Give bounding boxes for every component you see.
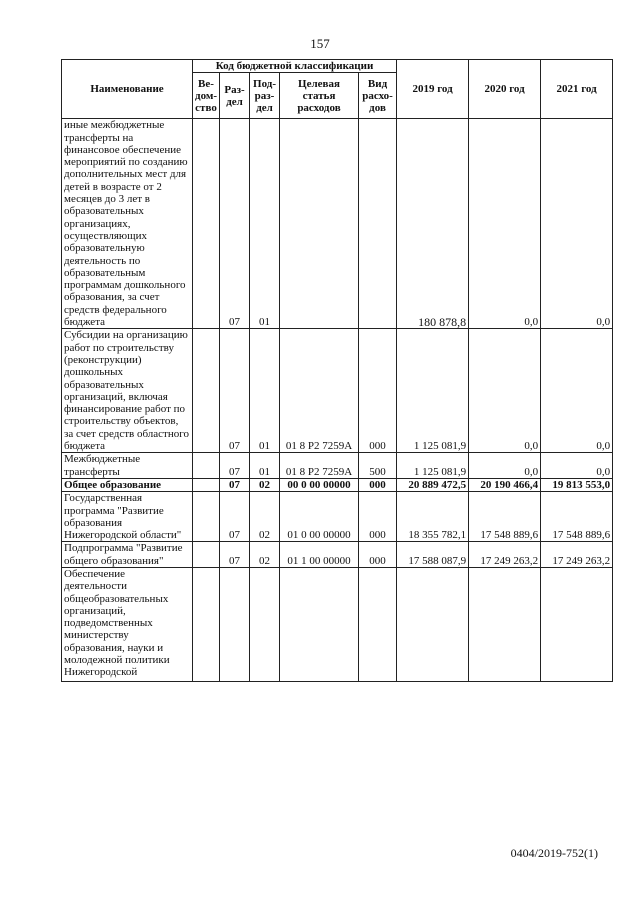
row-razdel: 07 bbox=[220, 329, 250, 453]
row-target-article: 00 0 00 00000 bbox=[280, 478, 359, 491]
row-podrazdel: 02 bbox=[250, 492, 280, 542]
row-podrazdel: 02 bbox=[250, 478, 280, 491]
row-ved bbox=[193, 329, 220, 453]
header-name: Наименование bbox=[62, 60, 193, 119]
row-podrazdel: 01 bbox=[250, 119, 280, 329]
row-expense-type: 000 bbox=[359, 329, 397, 453]
row-expense-type: 000 bbox=[359, 492, 397, 542]
row-2020: 0,0 bbox=[469, 453, 541, 479]
row-2021 bbox=[541, 567, 613, 681]
document-code: 0404/2019-752(1) bbox=[510, 846, 598, 860]
row-ved bbox=[193, 453, 220, 479]
row-podrazdel: 01 bbox=[250, 329, 280, 453]
row-ved bbox=[193, 567, 220, 681]
row-2019: 18 355 782,1 bbox=[397, 492, 469, 542]
row-2020 bbox=[469, 567, 541, 681]
row-name: Межбюджетные трансферты bbox=[62, 453, 193, 479]
header-target-article: Целевая статья расходов bbox=[280, 73, 359, 119]
row-ved bbox=[193, 478, 220, 491]
row-2019: 180 878,8 bbox=[397, 119, 469, 329]
row-2021: 17 249 263,2 bbox=[541, 542, 613, 568]
row-2019: 1 125 081,9 bbox=[397, 453, 469, 479]
row-name: Подпрограмма "Развитие общего образования" bbox=[62, 542, 193, 568]
header-razdel: Раз-дел bbox=[220, 73, 250, 119]
row-target-article: 01 8 P2 7259A bbox=[280, 453, 359, 479]
header-podrazdel: Под-раз-дел bbox=[250, 73, 280, 119]
row-expense-type bbox=[359, 567, 397, 681]
row-2019 bbox=[397, 567, 469, 681]
row-target-article bbox=[280, 567, 359, 681]
row-razdel: 07 bbox=[220, 492, 250, 542]
table-row bbox=[62, 119, 613, 329]
table-row bbox=[62, 329, 613, 453]
header-vedomstvo: Ве-дом-ство bbox=[193, 73, 220, 119]
row-2020: 0,0 bbox=[469, 119, 541, 329]
header-2019: 2019 год bbox=[397, 60, 469, 119]
row-2021: 17 548 889,6 bbox=[541, 492, 613, 542]
row-expense-type: 000 bbox=[359, 542, 397, 568]
row-expense-type bbox=[359, 119, 397, 329]
row-2021: 0,0 bbox=[541, 329, 613, 453]
row-razdel: 07 bbox=[220, 119, 250, 329]
row-name: Общее образование bbox=[62, 478, 193, 491]
row-2019: 1 125 081,9 bbox=[397, 329, 469, 453]
table-row bbox=[62, 492, 613, 542]
table-row bbox=[62, 478, 613, 491]
table-row bbox=[62, 542, 613, 568]
row-2021: 0,0 bbox=[541, 119, 613, 329]
row-target-article bbox=[280, 119, 359, 329]
row-2021: 19 813 553,0 bbox=[541, 478, 613, 491]
row-2020: 20 190 466,4 bbox=[469, 478, 541, 491]
row-target-article: 01 1 00 00000 bbox=[280, 542, 359, 568]
row-expense-type: 000 bbox=[359, 478, 397, 491]
row-target-article: 01 8 P2 7259A bbox=[280, 329, 359, 453]
row-name: Обеспечение деятельности общеобразовательных организаций, подведомственных министерству образования, науки и молодежной политики Нижегородской bbox=[62, 567, 193, 681]
row-2019: 17 588 087,9 bbox=[397, 542, 469, 568]
header-expense-type: Вид расхо-дов bbox=[359, 73, 397, 119]
row-2020: 0,0 bbox=[469, 329, 541, 453]
row-2020: 17 249 263,2 bbox=[469, 542, 541, 568]
row-podrazdel: 02 bbox=[250, 542, 280, 568]
budget-table bbox=[61, 59, 613, 682]
row-podrazdel bbox=[250, 567, 280, 681]
row-podrazdel: 01 bbox=[250, 453, 280, 479]
row-ved bbox=[193, 119, 220, 329]
header-2021: 2021 год bbox=[541, 60, 613, 119]
row-razdel bbox=[220, 567, 250, 681]
row-name: Субсидии на организацию работ по строительству (реконструкции) дошкольных образовательных организаций, включая финансирование работ по строительству объектов, за счет средств областного бюджета bbox=[62, 329, 193, 453]
row-ved bbox=[193, 542, 220, 568]
row-razdel: 07 bbox=[220, 478, 250, 491]
row-name: иные межбюджетные трансферты на финансовое обеспечение мероприятий по созданию дополнительных мест для детей в возрасте от 2 месяцев до 3 лет в образовательных организациях, осуществляющих образовательную деятельность по образовательным программам дошкольного образования, за счет средств федерального бюджета bbox=[62, 119, 193, 329]
page-number: 157 bbox=[310, 36, 330, 51]
row-target-article: 01 0 00 00000 bbox=[280, 492, 359, 542]
header-classification-code: Код бюджетной классификации bbox=[193, 60, 397, 73]
row-2021: 0,0 bbox=[541, 453, 613, 479]
row-ved bbox=[193, 492, 220, 542]
header-2020: 2020 год bbox=[469, 60, 541, 119]
row-razdel: 07 bbox=[220, 542, 250, 568]
row-razdel: 07 bbox=[220, 453, 250, 479]
table-row bbox=[62, 453, 613, 479]
row-name: Государственная программа "Развитие образования Нижегородской области" bbox=[62, 492, 193, 542]
table-row bbox=[62, 567, 613, 681]
row-2020: 17 548 889,6 bbox=[469, 492, 541, 542]
row-expense-type: 500 bbox=[359, 453, 397, 479]
row-2019: 20 889 472,5 bbox=[397, 478, 469, 491]
